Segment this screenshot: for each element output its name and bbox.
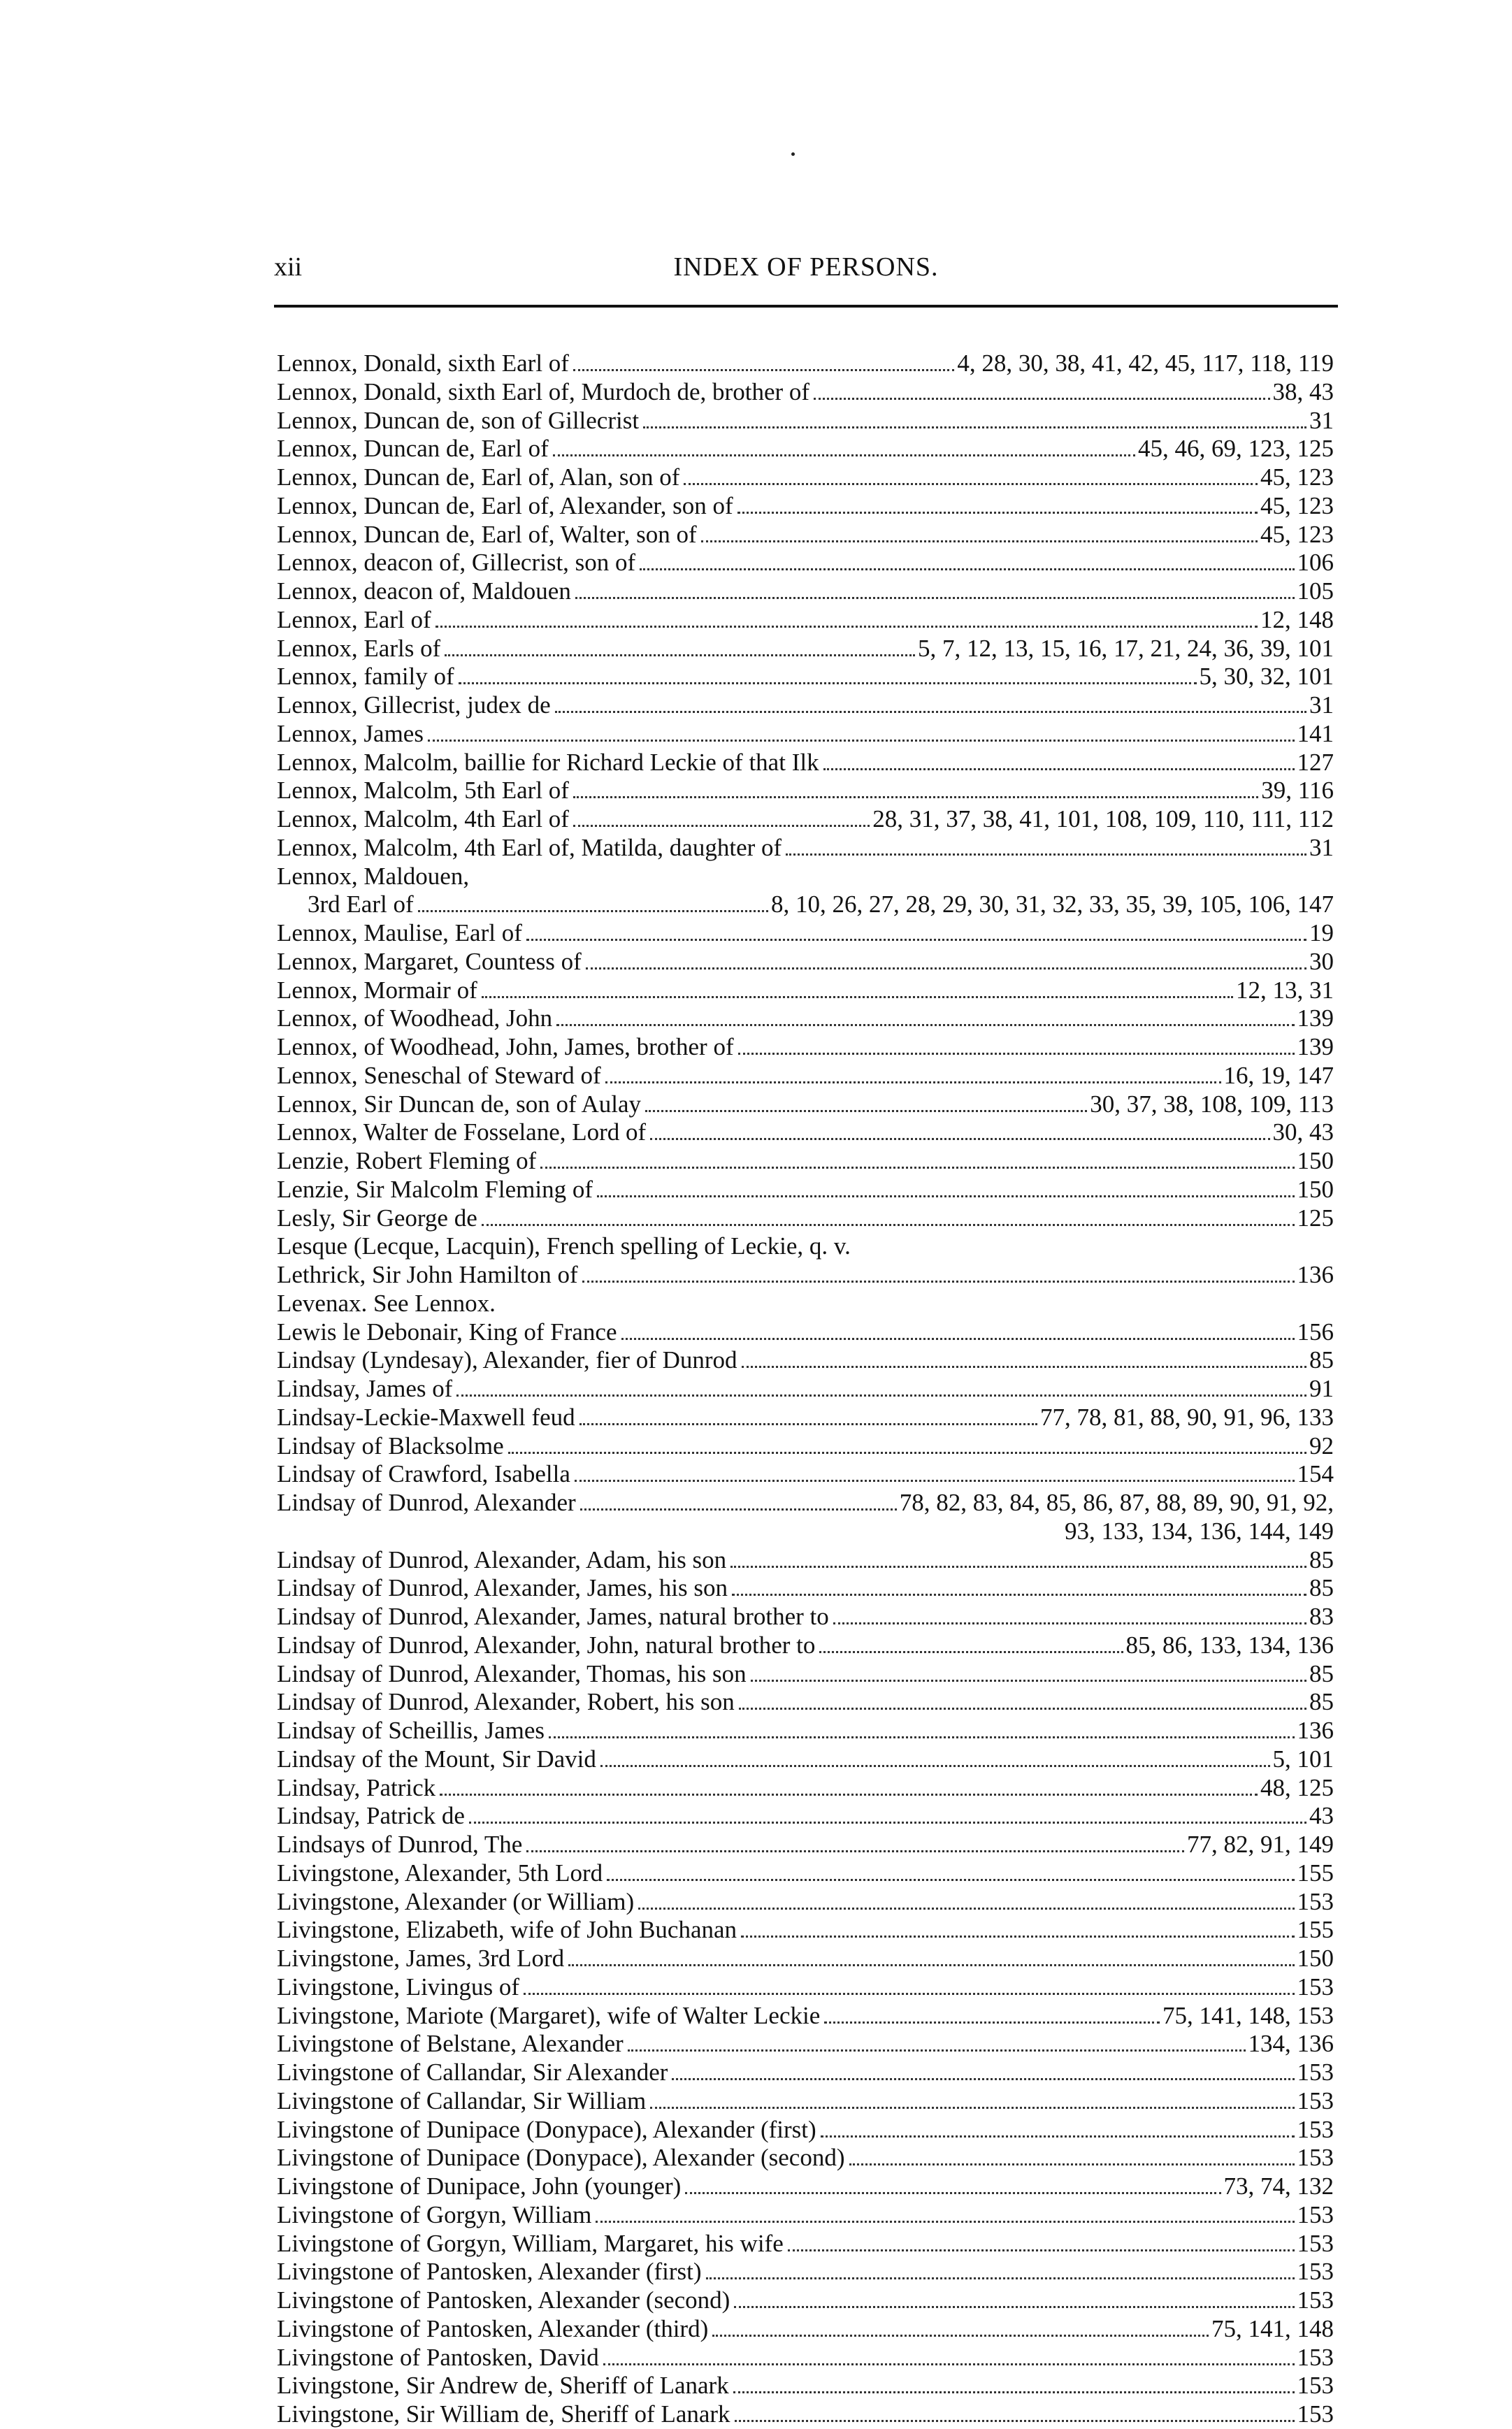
dot-leader: [549, 1736, 1294, 1738]
entry-name: Lennox, Donald, sixth Earl of: [277, 349, 569, 377]
dot-leader: [742, 1366, 1306, 1368]
index-entry: [277, 606, 1334, 635]
entry-name: Lenzie, Sir Malcolm Fleming of: [277, 1175, 593, 1203]
entry-name: Lindsay of Dunrod, Alexander, Thomas, his son: [277, 1659, 747, 1687]
dot-leader: [568, 1964, 1294, 1966]
entry-name: Lennox, family of: [277, 663, 454, 691]
dot-leader: [575, 1480, 1295, 1482]
entry-pages: 77, 78, 81, 88, 90, 91, 96, 133: [1040, 1403, 1334, 1431]
entry-name: Lennox, Earls of: [277, 634, 441, 662]
entry-name: Lennox, Duncan de, Earl of, Walter, son of: [277, 520, 697, 548]
index-entry: [277, 863, 1334, 891]
entry-name: Lewis le Debonair, King of France: [277, 1318, 617, 1346]
dot-leader: [735, 2420, 1295, 2422]
entry-name: Livingstone of Pantosken, Alexander (second): [277, 2286, 730, 2314]
index-entry: [277, 2258, 1334, 2286]
entry-pages: 31: [1309, 691, 1334, 719]
entry-pages: 153: [1297, 2144, 1334, 2172]
index-entry: [277, 2286, 1334, 2315]
entry-pages: 153: [1297, 2286, 1334, 2314]
dot-leader: [445, 654, 915, 656]
dot-leader: [706, 2277, 1295, 2279]
entry-pages: 45, 46, 69, 123, 125: [1138, 435, 1334, 463]
entry-pages: 153: [1297, 2258, 1334, 2286]
entry-name: Lennox, Sir Duncan de, son of Aulay: [277, 1090, 642, 1118]
index-entry: [277, 407, 1334, 435]
dot-leader: [738, 1053, 1295, 1055]
index-entry: [277, 378, 1334, 407]
entry-name: Livingstone, Alexander, 5th Lord: [277, 1859, 603, 1887]
index-entry: [277, 2030, 1334, 2059]
index-entry: [277, 1176, 1334, 1204]
index-entry: [277, 1774, 1334, 1803]
entry-pages: 153: [1297, 1887, 1334, 1915]
entry-pages: 139: [1297, 1033, 1334, 1060]
index-entry: [277, 1404, 1334, 1432]
entry-name: Lennox, Mormair of: [277, 976, 477, 1004]
dot-leader: [824, 2021, 1160, 2024]
entry-pages: 93, 133, 134, 136, 144, 149: [1065, 1517, 1334, 1545]
index-entry: [277, 1631, 1334, 1660]
entry-pages: 85, 86, 133, 134, 136: [1125, 1631, 1334, 1659]
entry-pages: 30, 43: [1272, 1118, 1334, 1146]
dot-leader: [788, 2249, 1295, 2251]
dot-leader: [672, 2078, 1294, 2080]
dot-leader: [600, 1765, 1270, 1767]
index-entry: [277, 1147, 1334, 1176]
entry-pages: 43: [1309, 1802, 1334, 1830]
dot-leader: [650, 1138, 1269, 1140]
entry-pages: 153: [1297, 2115, 1334, 2143]
index-entry: [277, 2087, 1334, 2116]
index-entry: [277, 1973, 1334, 2002]
index-entry: [277, 1261, 1334, 1290]
page-header: [274, 246, 1338, 288]
index-entry: [277, 1004, 1334, 1033]
dot-leader: [526, 1850, 1184, 1852]
entry-name: Livingstone, Livingus of: [277, 1973, 520, 2001]
entry-name: Lennox, Duncan de, Earl of, Alexander, son of: [277, 491, 733, 519]
index-entry: [277, 1859, 1334, 1888]
entry-pages: 153: [1297, 2400, 1334, 2428]
index-entry: [277, 1489, 1334, 1518]
page-number: xii: [274, 252, 303, 282]
index-entry: [277, 948, 1334, 976]
entry-name: 3rd Earl of: [308, 891, 414, 918]
entry-name: Levenax. See Lennox.: [277, 1289, 496, 1317]
entry-pages: 153: [1297, 2372, 1334, 2400]
entry-name: Lennox, Malcolm, baillie for Richard Leckie of that Ilk: [277, 748, 819, 776]
dot-leader: [482, 1224, 1295, 1226]
dot-leader: [819, 1651, 1123, 1653]
dot-leader: [582, 1281, 1295, 1283]
index-entry: [277, 1518, 1334, 1546]
entry-pages: 136: [1297, 1717, 1334, 1744]
index-entry-list: [277, 349, 1334, 2429]
dot-leader: [684, 483, 1258, 485]
entry-name: Livingstone of Pantosken, Alexander (first): [277, 2258, 702, 2286]
index-entry: [277, 2201, 1334, 2230]
entry-name: Livingstone of Pantosken, David: [277, 2343, 599, 2371]
index-entry: [277, 1460, 1334, 1489]
entry-pages: 139: [1297, 1004, 1334, 1032]
index-entry: [277, 463, 1334, 492]
entry-pages: 85: [1309, 1688, 1334, 1716]
dot-leader: [526, 939, 1306, 941]
entry-name: Lennox, deacon of, Maldouen: [277, 577, 571, 605]
dot-leader: [575, 597, 1295, 599]
entry-name: Lennox, James: [277, 719, 424, 747]
entry-name: Lennox, Duncan de, Earl of, Alan, son of: [277, 463, 680, 491]
entry-pages: 78, 82, 83, 84, 85, 86, 87, 88, 89, 90, 91, 92,: [899, 1489, 1334, 1516]
dot-leader: [730, 1566, 1306, 1568]
entry-name: Lennox, Seneschal of Steward of: [277, 1061, 601, 1089]
dot-leader: [821, 2135, 1295, 2138]
dot-leader: [596, 2221, 1294, 2223]
entry-name: Lindsay of Crawford, Isabella: [277, 1460, 570, 1488]
dot-leader: [645, 1110, 1087, 1112]
entry-name: Lennox, Walter de Fosselane, Lord of: [277, 1118, 647, 1146]
dot-leader: [508, 1452, 1306, 1454]
dot-leader: [580, 1508, 897, 1511]
index-entry: [277, 663, 1334, 691]
index-entry: [277, 1717, 1334, 1745]
dot-leader: [628, 2049, 1246, 2052]
entry-name: Lindsay, Patrick de: [277, 1802, 465, 1830]
dot-leader: [751, 1680, 1306, 1682]
entry-name: Lesque (Lecque, Lacquin), French spelling of Leckie, q. v.: [277, 1232, 851, 1260]
entry-pages: 38, 43: [1272, 377, 1334, 405]
entry-pages: 153: [1297, 1973, 1334, 2001]
dot-leader: [524, 1993, 1294, 1995]
entry-name: Livingstone, James, 3rd Lord: [277, 1945, 565, 1972]
entry-name: Lindsay of Dunrod, Alexander, John, natural brother to: [277, 1631, 816, 1659]
dot-leader: [737, 512, 1258, 514]
index-entry: [277, 2002, 1334, 2031]
index-entry: [277, 2116, 1334, 2145]
entry-name: Lethrick, Sir John Hamilton of: [277, 1261, 578, 1288]
dot-leader: [640, 568, 1294, 570]
entry-name: Lennox, Duncan de, son of Gillecrist: [277, 406, 640, 434]
index-entry: [277, 834, 1334, 863]
entry-pages: 155: [1297, 1916, 1334, 1944]
entry-name: Lindsay of the Mount, Sir David: [277, 1745, 596, 1773]
index-entry: [277, 720, 1334, 749]
dot-leader: [573, 369, 954, 371]
index-entry: [277, 1033, 1334, 1062]
entry-pages: 153: [1297, 2086, 1334, 2114]
entry-name: Livingstone of Belstane, Alexander: [277, 2030, 624, 2058]
entry-name: Lesly, Sir George de: [277, 1204, 477, 1232]
entry-name: Lindsay (Lyndesay), Alexander, fier of Dunrod: [277, 1346, 737, 1374]
dot-leader: [603, 2363, 1295, 2365]
entry-name: Livingstone of Gorgyn, William: [277, 2200, 592, 2228]
dot-leader: [553, 454, 1135, 456]
index-entry: [277, 1945, 1334, 1973]
index-entry: [277, 1916, 1334, 1945]
entry-pages: 12, 148: [1260, 605, 1334, 633]
entry-pages: 127: [1297, 748, 1334, 776]
entry-name: Livingstone of Callandar, Sir Alexander: [277, 2059, 668, 2086]
entry-pages: 31: [1309, 833, 1334, 861]
entry-pages: 150: [1297, 1945, 1334, 1972]
entry-pages: 5, 101: [1272, 1745, 1334, 1773]
entry-name: Lindsays of Dunrod, The: [277, 1831, 523, 1858]
entry-pages: 150: [1297, 1175, 1334, 1203]
entry-name: Lindsay of Dunrod, Alexander, Adam, his son: [277, 1545, 727, 1573]
entry-name: Lennox, of Woodhead, John, James, brother of: [277, 1033, 734, 1060]
entry-pages: 4, 28, 30, 38, 41, 42, 45, 117, 118, 119: [957, 349, 1334, 377]
entry-name: Lennox, Malcolm, 5th Earl of: [277, 777, 569, 805]
page-speck: [791, 152, 795, 156]
entry-pages: 156: [1297, 1318, 1334, 1346]
entry-name: Lindsay-Leckie-Maxwell feud: [277, 1403, 575, 1431]
entry-name: Lennox, of Woodhead, John: [277, 1004, 553, 1032]
entry-pages: 12, 13, 31: [1236, 976, 1334, 1004]
dot-leader: [734, 2306, 1294, 2308]
index-entry: [277, 691, 1334, 720]
entry-name: Livingstone, Mariote (Margaret), wife of Walter Leckie: [277, 2001, 821, 2029]
index-entry: [277, 1346, 1334, 1375]
entry-pages: 155: [1297, 1859, 1334, 1887]
dot-leader: [621, 1338, 1295, 1340]
dot-leader: [555, 711, 1306, 713]
entry-name: Livingstone of Callandar, Sir William: [277, 2086, 647, 2114]
entry-pages: 91: [1309, 1375, 1334, 1402]
entry-pages: 136: [1297, 1261, 1334, 1288]
dot-leader: [814, 398, 1269, 400]
entry-name: Lindsay, James of: [277, 1375, 453, 1402]
entry-pages: 31: [1309, 406, 1334, 434]
entry-pages: 153: [1297, 2343, 1334, 2371]
dot-leader: [732, 1594, 1306, 1596]
entry-name: Livingstone of Dunipace (Donypace), Alexander (first): [277, 2115, 816, 2143]
entry-pages: 106: [1297, 549, 1334, 577]
entry-name: Lenzie, Robert Fleming of: [277, 1147, 537, 1174]
index-entry: [277, 749, 1334, 777]
index-entry: [277, 805, 1334, 834]
entry-pages: 105: [1297, 577, 1334, 605]
entry-pages: 85: [1309, 1346, 1334, 1374]
entry-pages: 45, 123: [1260, 491, 1334, 519]
index-entry: [277, 1375, 1334, 1404]
entry-name: Lennox, Duncan de, Earl of: [277, 435, 549, 463]
entry-pages: 19: [1309, 919, 1334, 946]
entry-name: Lennox, Maulise, Earl of: [277, 919, 522, 946]
dot-leader: [579, 1423, 1037, 1425]
entry-pages: 153: [1297, 2200, 1334, 2228]
index-entry: [277, 1062, 1334, 1090]
index-entry: [277, 549, 1334, 577]
index-entry: [277, 2372, 1334, 2400]
entry-pages: 30: [1309, 947, 1334, 975]
entry-pages: 28, 31, 37, 38, 41, 101, 108, 109, 110, 111, 112: [872, 805, 1334, 833]
dot-leader: [650, 2107, 1294, 2109]
entry-pages: 83: [1309, 1603, 1334, 1630]
entry-name: Livingstone, Elizabeth, wife of John Buchanan: [277, 1916, 737, 1944]
index-entry: [277, 2144, 1334, 2172]
entry-name: Lennox, Malcolm, 4th Earl of: [277, 805, 569, 833]
dot-leader: [638, 1908, 1294, 1910]
index-entry: [277, 1831, 1334, 1859]
index-entry: [277, 2400, 1334, 2429]
index-entry: [277, 635, 1334, 663]
dot-leader: [459, 682, 1197, 684]
index-entry: [277, 1432, 1334, 1461]
dot-leader: [586, 967, 1306, 970]
entry-pages: 45, 123: [1260, 463, 1334, 491]
index-entry: [277, 1290, 1334, 1318]
index-entry: [277, 777, 1334, 805]
index-entry: [277, 1118, 1334, 1147]
entry-name: Lindsay, Patrick: [277, 1773, 436, 1801]
entry-name: Lennox, Maldouen,: [277, 862, 470, 890]
entry-name: Lennox, Margaret, Countess of: [277, 947, 582, 975]
entry-pages: 73, 74, 132: [1223, 2172, 1334, 2200]
dot-leader: [456, 1394, 1306, 1397]
index-entry: [277, 577, 1334, 606]
index-entry: [277, 521, 1334, 549]
entry-pages: 153: [1297, 2229, 1334, 2257]
index-entry: [277, 1090, 1334, 1119]
entry-name: Lennox, Gillecrist, judex de: [277, 691, 551, 719]
entry-pages: 141: [1297, 719, 1334, 747]
entry-pages: 75, 141, 148: [1211, 2314, 1334, 2342]
index-entry: [277, 1574, 1334, 1603]
index-entry: [277, 1546, 1334, 1575]
entry-pages: 16, 19, 147: [1223, 1061, 1334, 1089]
entry-name: Lennox, Donald, sixth Earl of, Murdoch de, brother of: [277, 377, 810, 405]
dot-leader: [823, 768, 1295, 770]
entry-pages: 150: [1297, 1147, 1334, 1174]
entry-name: Lindsay of Dunrod, Alexander, James, his son: [277, 1574, 728, 1602]
index-entry: [277, 891, 1334, 919]
dot-leader: [418, 910, 768, 912]
index-entry: [277, 1888, 1334, 1917]
dot-leader: [741, 1936, 1294, 1938]
entry-pages: 85: [1309, 1545, 1334, 1573]
entry-pages: 85: [1309, 1574, 1334, 1602]
entry-name: Livingstone, Sir William de, Sheriff of Lanark: [277, 2400, 730, 2428]
index-entry: [277, 492, 1334, 521]
entry-pages: 153: [1297, 2059, 1334, 2086]
entry-name: Lindsay of Dunrod, Alexander: [277, 1489, 576, 1516]
entry-pages: 5, 7, 12, 13, 15, 16, 17, 21, 24, 36, 39, 101: [918, 634, 1334, 662]
entry-name: Livingstone, Alexander (or William): [277, 1887, 635, 1915]
dot-leader: [733, 2391, 1295, 2393]
dot-leader: [440, 1794, 1258, 1796]
index-entry: [277, 1660, 1334, 1689]
dot-leader: [685, 2192, 1221, 2194]
entry-pages: 5, 30, 32, 101: [1199, 663, 1334, 691]
entry-name: Lennox, deacon of, Gillecrist, son of: [277, 549, 636, 577]
entry-name: Lennox, Malcolm, 4th Earl of, Matilda, daughter of: [277, 833, 782, 861]
entry-pages: 48, 125: [1260, 1773, 1334, 1801]
entry-name: Livingstone of Dunipace, John (younger): [277, 2172, 682, 2200]
dot-leader: [469, 1822, 1306, 1824]
entry-name: Livingstone, Sir Andrew de, Sheriff of Lanark: [277, 2372, 729, 2400]
index-entry: [277, 1232, 1334, 1261]
entry-name: Livingstone of Dunipace (Donypace), Alexander (second): [277, 2144, 845, 2172]
dot-leader: [607, 1879, 1294, 1881]
dot-leader: [556, 1024, 1294, 1026]
entry-name: Livingstone of Gorgyn, William, Margaret, his wife: [277, 2229, 784, 2257]
entry-pages: 134, 136: [1248, 2030, 1334, 2058]
index-entry: [277, 2230, 1334, 2258]
dot-leader: [540, 1167, 1294, 1169]
dot-leader: [573, 825, 870, 827]
index-entry: [277, 1802, 1334, 1831]
dot-leader: [712, 2335, 1209, 2337]
entry-pages: 75, 141, 148, 153: [1162, 2001, 1334, 2029]
dot-leader: [833, 1622, 1306, 1624]
index-entry: [277, 1318, 1334, 1347]
index-entry: [277, 1745, 1334, 1774]
dot-leader: [597, 1195, 1295, 1197]
entry-name: Livingstone of Pantosken, Alexander (third): [277, 2314, 709, 2342]
index-entry: [277, 2344, 1334, 2372]
entry-name: Lindsay of Dunrod, Alexander, Robert, his son: [277, 1688, 735, 1716]
index-entry: [277, 2315, 1334, 2344]
dot-leader: [435, 626, 1258, 628]
entry-pages: 45, 123: [1260, 520, 1334, 548]
dot-leader: [605, 1081, 1221, 1083]
dot-leader: [849, 2163, 1295, 2165]
entry-pages: 8, 10, 26, 27, 28, 29, 30, 31, 32, 33, 35, 39, 105, 106, 147: [771, 891, 1334, 918]
entry-name: Lindsay of Scheillis, James: [277, 1717, 545, 1744]
entry-pages: 77, 82, 91, 149: [1187, 1831, 1334, 1858]
header-rule: [274, 305, 1338, 308]
index-entry: [277, 1688, 1334, 1717]
dot-leader: [573, 796, 1258, 798]
dot-leader: [701, 540, 1258, 542]
dot-leader: [482, 996, 1233, 998]
index-entry: [277, 2059, 1334, 2087]
entry-pages: 154: [1297, 1460, 1334, 1488]
dot-leader: [643, 426, 1306, 428]
index-entry: [277, 1204, 1334, 1233]
entry-pages: 39, 116: [1261, 777, 1334, 805]
entry-pages: 85: [1309, 1659, 1334, 1687]
index-entry: [277, 1603, 1334, 1631]
running-title: INDEX OF PERSONS.: [673, 252, 939, 282]
index-entry: [277, 435, 1334, 463]
index-entry: [277, 349, 1334, 378]
dot-leader: [786, 853, 1306, 856]
entry-pages: 125: [1297, 1204, 1334, 1232]
dot-leader: [428, 740, 1295, 742]
entry-name: Lennox, Earl of: [277, 605, 431, 633]
index-entry: [277, 976, 1334, 1005]
entry-pages: 92: [1309, 1432, 1334, 1459]
entry-pages: 30, 37, 38, 108, 109, 113: [1090, 1090, 1334, 1118]
entry-name: Lindsay of Dunrod, Alexander, James, natural brother to: [277, 1603, 829, 1630]
entry-name: Lindsay of Blacksolme: [277, 1432, 504, 1459]
dot-leader: [739, 1708, 1306, 1710]
index-entry: [277, 2172, 1334, 2201]
index-entry: [277, 919, 1334, 948]
